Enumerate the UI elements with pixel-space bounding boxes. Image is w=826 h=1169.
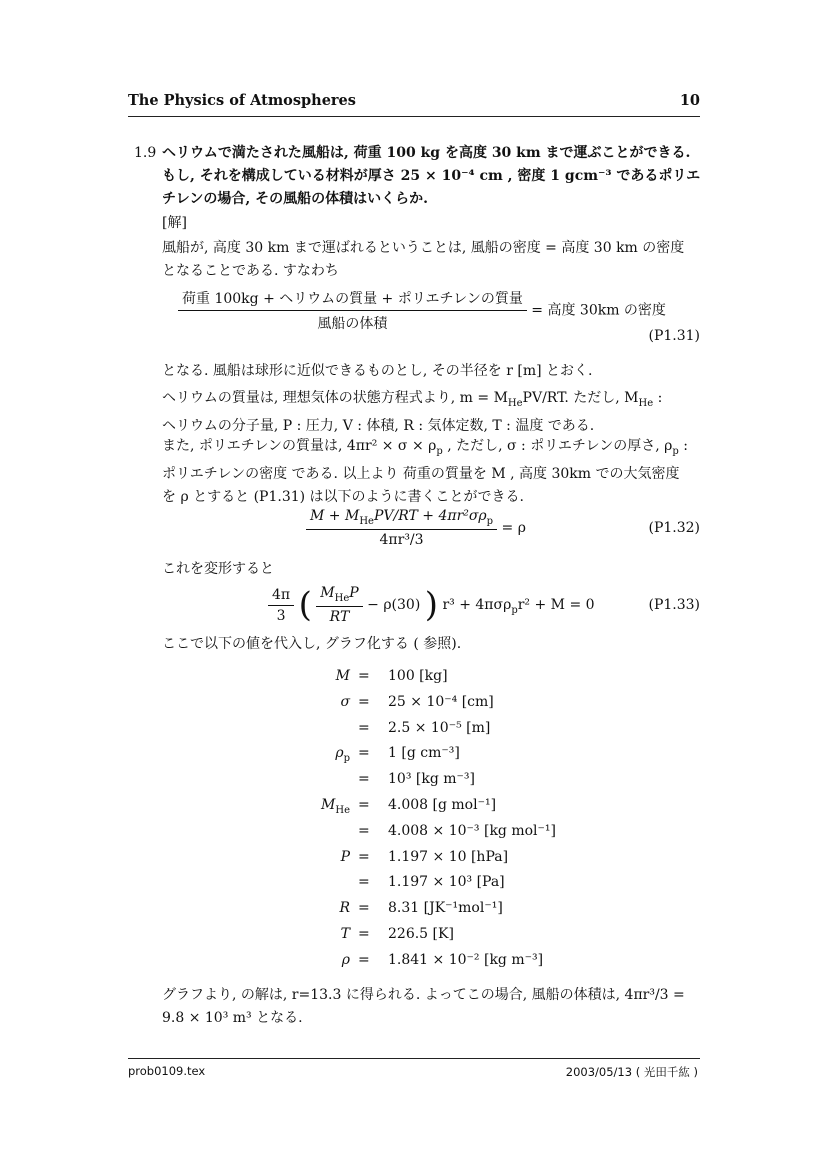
value-quantity: 1 [g cm⁻³] bbox=[388, 745, 460, 762]
right-paren: ) bbox=[424, 585, 439, 625]
eq32-fraction bbox=[306, 508, 497, 548]
value-row bbox=[300, 771, 600, 793]
page-number: 10 bbox=[679, 92, 700, 109]
paragraph-3-line-2: ヘリウムの分子量, P : 圧力, V : 体積, R : 気体定数, T : 温度 である. bbox=[162, 417, 595, 434]
equation-p1-33 bbox=[268, 585, 595, 625]
eq33-tag: (P1.33) bbox=[648, 597, 700, 613]
value-symbol: $\rho_p$ bbox=[335, 745, 350, 765]
running-header bbox=[128, 92, 700, 109]
eq31-rhs: = 高度 30km の密度 bbox=[531, 302, 666, 319]
paragraph-7 bbox=[162, 984, 702, 1030]
value-symbol: M bbox=[335, 668, 350, 684]
value-quantity: 1.841 × 10⁻² [kg m⁻³] bbox=[388, 951, 544, 968]
paragraph-5: これを変形すると bbox=[162, 561, 274, 577]
eq32-rhs: = ρ bbox=[501, 519, 526, 536]
value-quantity: 2.5 × 10⁻⁵ [m] bbox=[388, 719, 491, 736]
value-row bbox=[300, 849, 600, 871]
statement-line-2: もし, それを構成している材料が厚さ 25 × 10⁻⁴ cm , 密度 1 gcm⁻³ であるポリエ bbox=[162, 168, 701, 184]
paragraph-3 bbox=[162, 387, 702, 438]
eq31-tag: (P1.31) bbox=[648, 328, 700, 344]
value-quantity: 226.5 [K] bbox=[388, 926, 454, 942]
value-row bbox=[300, 926, 600, 948]
paragraph-4 bbox=[162, 435, 702, 509]
eq33-fraction-1: $\frac{4\pi}{3}$ bbox=[268, 587, 294, 624]
eq31-fraction bbox=[178, 288, 527, 333]
paragraph-4-line-3: を ρ とすると (P1.31) は以下のように書くことができる. bbox=[162, 488, 524, 505]
value-row bbox=[300, 694, 600, 716]
paragraph-3-line-1: ヘリウムの質量は, 理想気体の状態方程式より, $m = M_{He}PV/RT$. ただし, $M_{He}$ : bbox=[162, 390, 663, 409]
paragraph-1 bbox=[162, 237, 702, 283]
value-symbol: P bbox=[340, 848, 350, 865]
equation-p1-31 bbox=[178, 288, 666, 333]
header-rule bbox=[128, 116, 700, 117]
value-row bbox=[300, 823, 600, 845]
value-quantity: 8.31 [JK⁻¹mol⁻¹] bbox=[388, 900, 503, 917]
statement-line-1: ヘリウムで満たされた風船は, 荷重 100 kg を高度 30 km まで運ぶことができる. bbox=[162, 145, 691, 161]
value-row bbox=[300, 952, 600, 974]
paragraph-4-line-1: また, ポリエチレンの質量は, $4\pi r^2 \times \sigma \times \rho_p$ , ただし, σ : ポリエチレンの厚さ, $\rho_p$ : bbox=[162, 438, 688, 457]
value-equals: = bbox=[358, 822, 370, 839]
value-quantity: 1.197 × 10 [hPa] bbox=[388, 848, 509, 865]
value-equals: = bbox=[358, 771, 370, 788]
value-symbol: σ bbox=[340, 693, 350, 710]
value-row bbox=[300, 874, 600, 896]
eq33-mid: − ρ(30) bbox=[367, 597, 421, 613]
paragraph-7-line-2: 9.8 × 10³ m³ となる. bbox=[162, 1010, 303, 1026]
value-row bbox=[300, 797, 600, 819]
left-paren: ( bbox=[298, 585, 312, 625]
equation-p1-32 bbox=[306, 508, 526, 548]
value-quantity: 10³ [kg m⁻³] bbox=[388, 771, 475, 788]
value-quantity: 4.008 × 10⁻³ [kg mol⁻¹] bbox=[388, 822, 556, 839]
paragraph-6: ここで以下の値を代入し, グラフ化する ( 参照). bbox=[162, 636, 462, 652]
value-equals: = bbox=[358, 951, 370, 968]
paragraph-1-line-1: 風船が, 高度 30 km まで運ばれるということは, 風船の密度 = 高度 30 km の密度 bbox=[162, 240, 685, 256]
value-equals: = bbox=[358, 719, 370, 736]
eq32-denominator: 4πr³/3 bbox=[379, 531, 424, 548]
value-equals: = bbox=[358, 668, 370, 684]
value-symbol: T bbox=[340, 926, 350, 942]
eq32-numerator: $M + M_{He}PV/RT + 4\pi r^2\sigma\rho_p$ bbox=[306, 508, 497, 530]
value-quantity: 4.008 [g mol⁻¹] bbox=[388, 797, 497, 813]
header-title: The Physics of Atmospheres bbox=[128, 92, 356, 109]
value-row bbox=[300, 900, 600, 922]
value-equals: = bbox=[358, 874, 370, 891]
eq33-fraction-2: $\frac{M_{He}P}{RT}$ bbox=[316, 585, 362, 625]
value-symbol: R bbox=[339, 900, 350, 917]
paragraph-4-line-2: ポリエチレンの密度 である. 以上より 荷重の質量を M , 高度 30km での大気密度 bbox=[162, 465, 680, 482]
answer-label: [解] bbox=[162, 215, 187, 231]
value-quantity: 1.197 × 10³ [Pa] bbox=[388, 874, 505, 891]
value-symbol: $M_{He}$ bbox=[321, 797, 350, 816]
problem-number: 1.9 bbox=[134, 145, 157, 161]
value-quantity: 100 [kg] bbox=[388, 668, 448, 684]
paragraph-2: となる. 風船は球形に近似できるものとし, その半径を r [m] とおく. bbox=[162, 363, 593, 379]
eq32-tag: (P1.32) bbox=[648, 520, 700, 536]
statement-line-3: チレンの場合, その風船の体積はいくらか. bbox=[162, 191, 428, 207]
paragraph-7-line-1: グラフより, の解は, r=13.3 に得られる. よってこの場合, 風船の体積は, 4πr³/3 = bbox=[162, 987, 685, 1003]
value-row bbox=[300, 668, 600, 690]
footer-right: 2003/05/13 ( 光田千紘 ) bbox=[565, 1065, 698, 1079]
value-equals: = bbox=[358, 848, 370, 865]
value-symbol: ρ bbox=[341, 951, 350, 968]
value-row bbox=[300, 720, 600, 742]
problem-statement bbox=[162, 142, 702, 211]
value-equals: = bbox=[358, 693, 370, 710]
eq33-rest: r³ + 4πσρ$_p$r² + M = 0 bbox=[442, 597, 595, 616]
footer-rule bbox=[128, 1058, 700, 1059]
eq31-numerator: 荷重 100kg + ヘリウムの質量 + ポリエチレンの質量 bbox=[178, 288, 527, 311]
value-row bbox=[300, 745, 600, 767]
paragraph-1-line-2: となることである. すなわち bbox=[162, 263, 339, 279]
footer-left: prob0109.tex bbox=[128, 1064, 206, 1078]
value-equals: = bbox=[358, 926, 370, 942]
value-equals: = bbox=[358, 900, 370, 917]
value-quantity: 25 × 10⁻⁴ [cm] bbox=[388, 693, 494, 710]
value-equals: = bbox=[358, 745, 370, 762]
value-equals: = bbox=[358, 797, 370, 813]
eq31-denominator: 風船の体積 bbox=[317, 316, 388, 332]
